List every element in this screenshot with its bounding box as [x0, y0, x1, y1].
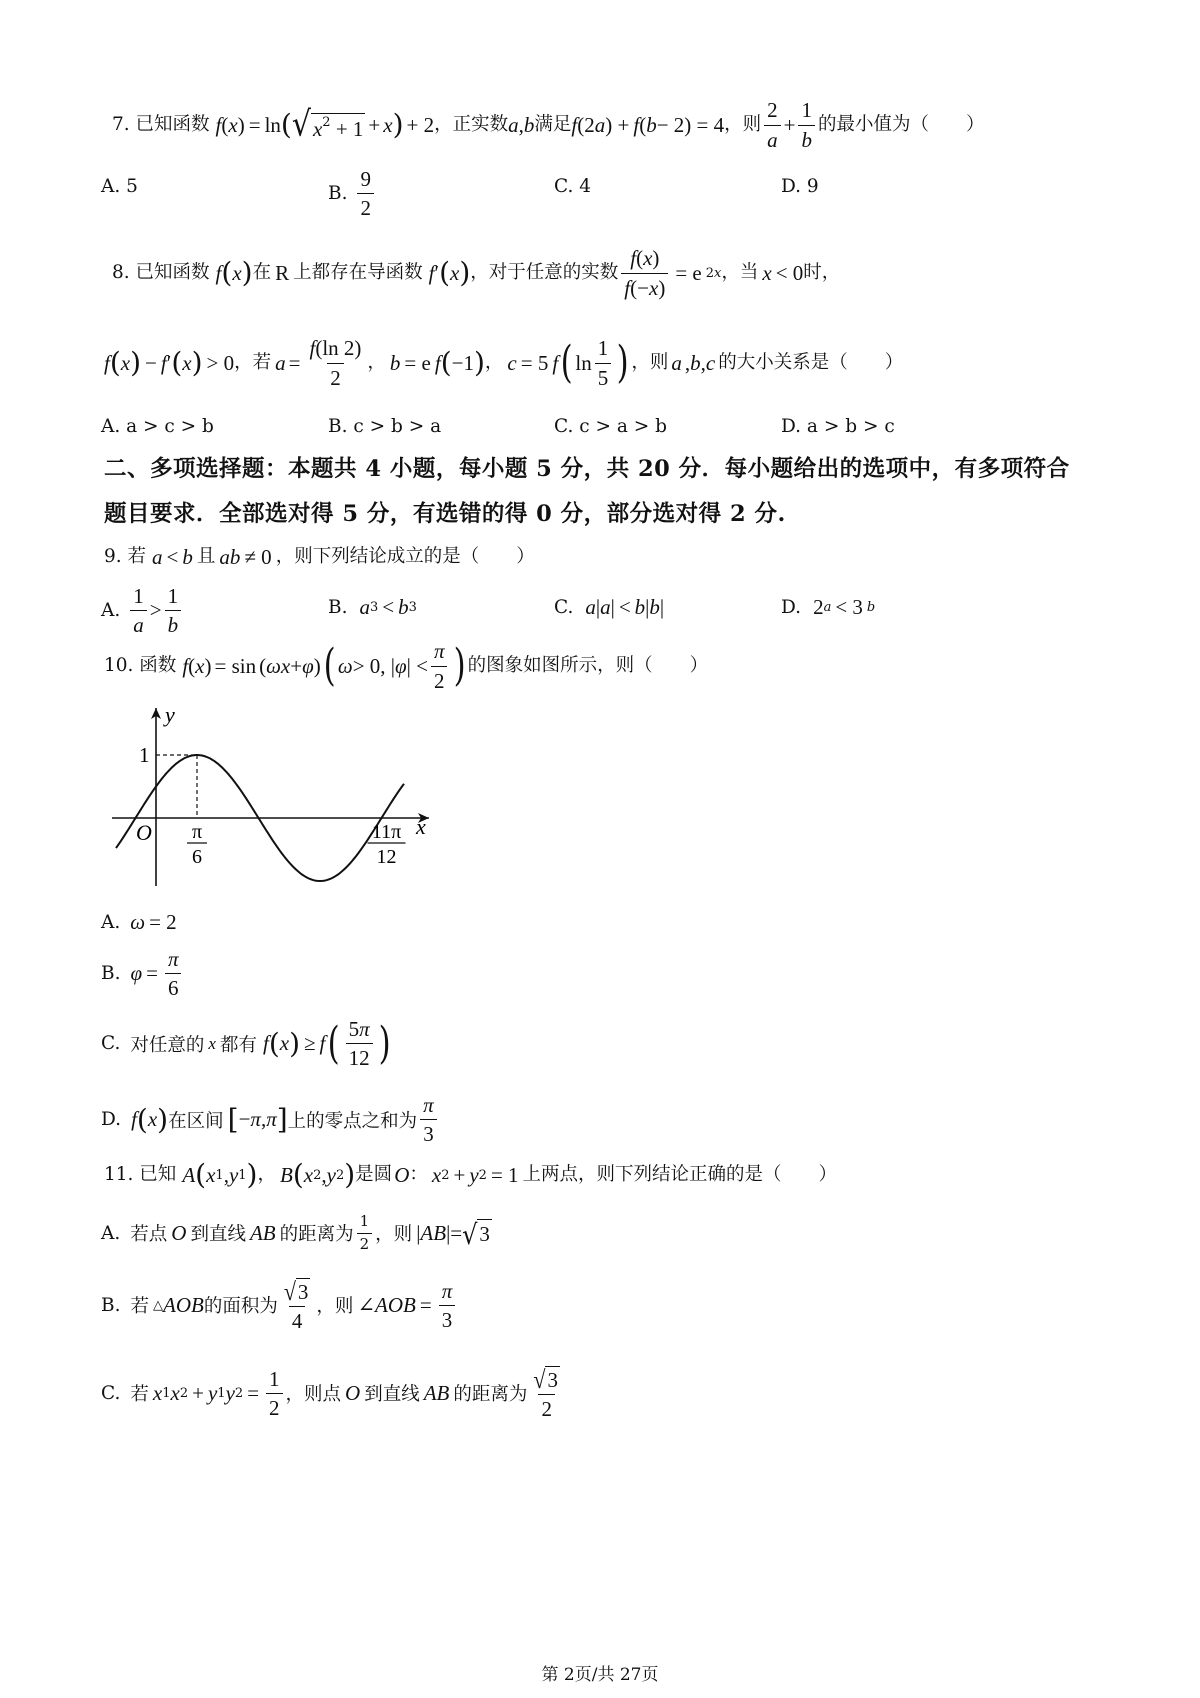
q7-text-b: ，正实数 [434, 113, 509, 135]
q8-ratio-frac: $\frac{f(x)}{f(-x)}$ [621, 247, 668, 298]
q9-option-b[interactable]: B. a 3 < b 3 [328, 595, 417, 619]
q7-frac-2-a: $\frac{2}{a}$ [764, 99, 781, 150]
q7-text-d: ，则 [724, 113, 762, 135]
y-axis-label: y [165, 702, 175, 727]
q9-option-c[interactable]: C. a | a | < b | b | [554, 595, 665, 619]
q7-option-b-frac: $\frac{9}{2}$ [357, 168, 374, 219]
q9-option-a[interactable]: A. $\frac{1}{a}$ > $\frac{1}{b}$ [101, 585, 184, 636]
tick-label-pi-6-num: π [191, 821, 203, 843]
q7-frac-1-b: $\frac{1}{b}$ [798, 99, 815, 150]
q10-sine-graph [104, 700, 444, 890]
q10-option-b[interactable]: B. φ = $\frac{\pi}{6}$ [101, 948, 184, 999]
question-9: 9. 若 a < b 且 ab ≠ 0 ，则下列结论成立的是（ ） [104, 544, 535, 569]
origin-label: O [136, 820, 152, 845]
tick-label-11pi-12-den: 12 [376, 846, 397, 868]
section-2-heading-line-2: 题目要求．全部选对得 5 分，有选错的得 0 分，部分选对得 2 分. [104, 501, 786, 527]
q10-option-c[interactable]: C. 对任意的 x 都有 f ( x ) ≥ f ( $\frac{5\pi}{12}$ ) [101, 1017, 391, 1071]
question-8-line-2: f ( x ) − f ′ ( x ) > 0 ，若 a = $\frac{f(\ln 2)}{2}$ ， b = e f ( −1 ) ， c = 5 f ( ln $\frac{1}{5}$ ) ，则 a , b , c 的大小关系是（ ） [104, 336, 904, 390]
q11-option-b[interactable]: B. 若 △ AOB 的面积为 √ 3 4 ，则 ∠ AOB = $\frac{\pi}{3}$ [101, 1278, 458, 1332]
question-8: 8. 已知函数 f ( x ) 在 R 上都存在导函数 f ′ ( x ) ，对于任意的实数 $\frac{f(x)}{f(-x)}$ = e 2x ，当 x < 0 时， [112, 246, 841, 300]
q10-option-d[interactable]: D. f ( x ) 在区间 [ − π , π ] 上的零点之和为 $\frac{\pi}{3}$ [101, 1094, 440, 1145]
q7-option-a[interactable]: A. 5 [101, 176, 138, 197]
q7-option-c[interactable]: C. 4 [554, 176, 592, 197]
tick-label-pi-6-den: 6 [192, 846, 202, 868]
section-2-heading: 二、多项选择题：本题共 4 小题，每小题 5 分，共 20 分．每小题给出的选项中，有多项符合 [104, 456, 1070, 482]
x-axis-label: x [416, 814, 426, 839]
q7-text-c: 满足 [534, 113, 572, 135]
page-footer: 第 2页/共 27页 [541, 1665, 659, 1685]
question-7: 7. 已知函数 f ( x ) = ln ( √ $x^2 + 1$ + x ) + 2 ，正实数 a , b 满足 f (2 a ) + f ( b − 2) = 4 ，则 $\frac{2}{a}$ + $\frac{1}{b}$ 的最小值为（ ） [112, 98, 985, 152]
q8-option-c[interactable]: C. c > a > b [554, 416, 668, 437]
q11-option-a[interactable]: A. 若点 O 到直线 AB 的距离为 $\frac{1}{2}$ ，则 | AB |= √ 3 [101, 1212, 490, 1253]
q8-option-a[interactable]: A. a > c > b [101, 416, 214, 437]
q11-option-c[interactable]: C. 若 x 1 x 2 + y 1 y 2 = $\frac{1}{2}$ ，则点 O 到直线 AB 的距离为 √ 3 2 [101, 1365, 558, 1422]
q7-option-d[interactable]: D. 9 [781, 176, 819, 197]
q7-option-b[interactable]: B. $\frac{9}{2}$ [328, 168, 377, 219]
q7-sqrt: √ $x^2 + 1$ [291, 104, 364, 145]
tick-label-one: 1 [139, 743, 150, 767]
q9-option-d[interactable]: D. 2 a < 3 b [781, 595, 876, 619]
question-10: 10. 函数 f ( x ) = sin ( ωx + φ ) ( ω > 0, | φ | < $\frac{\pi}{2}$ ) 的图象如图所示，则（ ） [104, 639, 709, 693]
q7-function-f: f [215, 112, 222, 137]
question-11: 11. 已知 A ( x 1 , y 1 ) ， B ( x 2 , y 2 ) 是圆 O ： x 2 + y 2 = 1 上两点，则下列结论正确的是（ ） [104, 1158, 838, 1191]
tick-label-11pi-12-num: 11π [371, 821, 402, 843]
graph-group [112, 702, 429, 886]
q7-text-e: 的最小值为（ ） [817, 113, 985, 135]
q10-option-a[interactable]: A. ω = 2 [101, 910, 177, 934]
q8-option-d[interactable]: D. a > b > c [781, 416, 895, 437]
q8-option-b[interactable]: B. c > b > a [328, 416, 442, 437]
q7-text-a: 7. 已知函数 [112, 113, 210, 135]
